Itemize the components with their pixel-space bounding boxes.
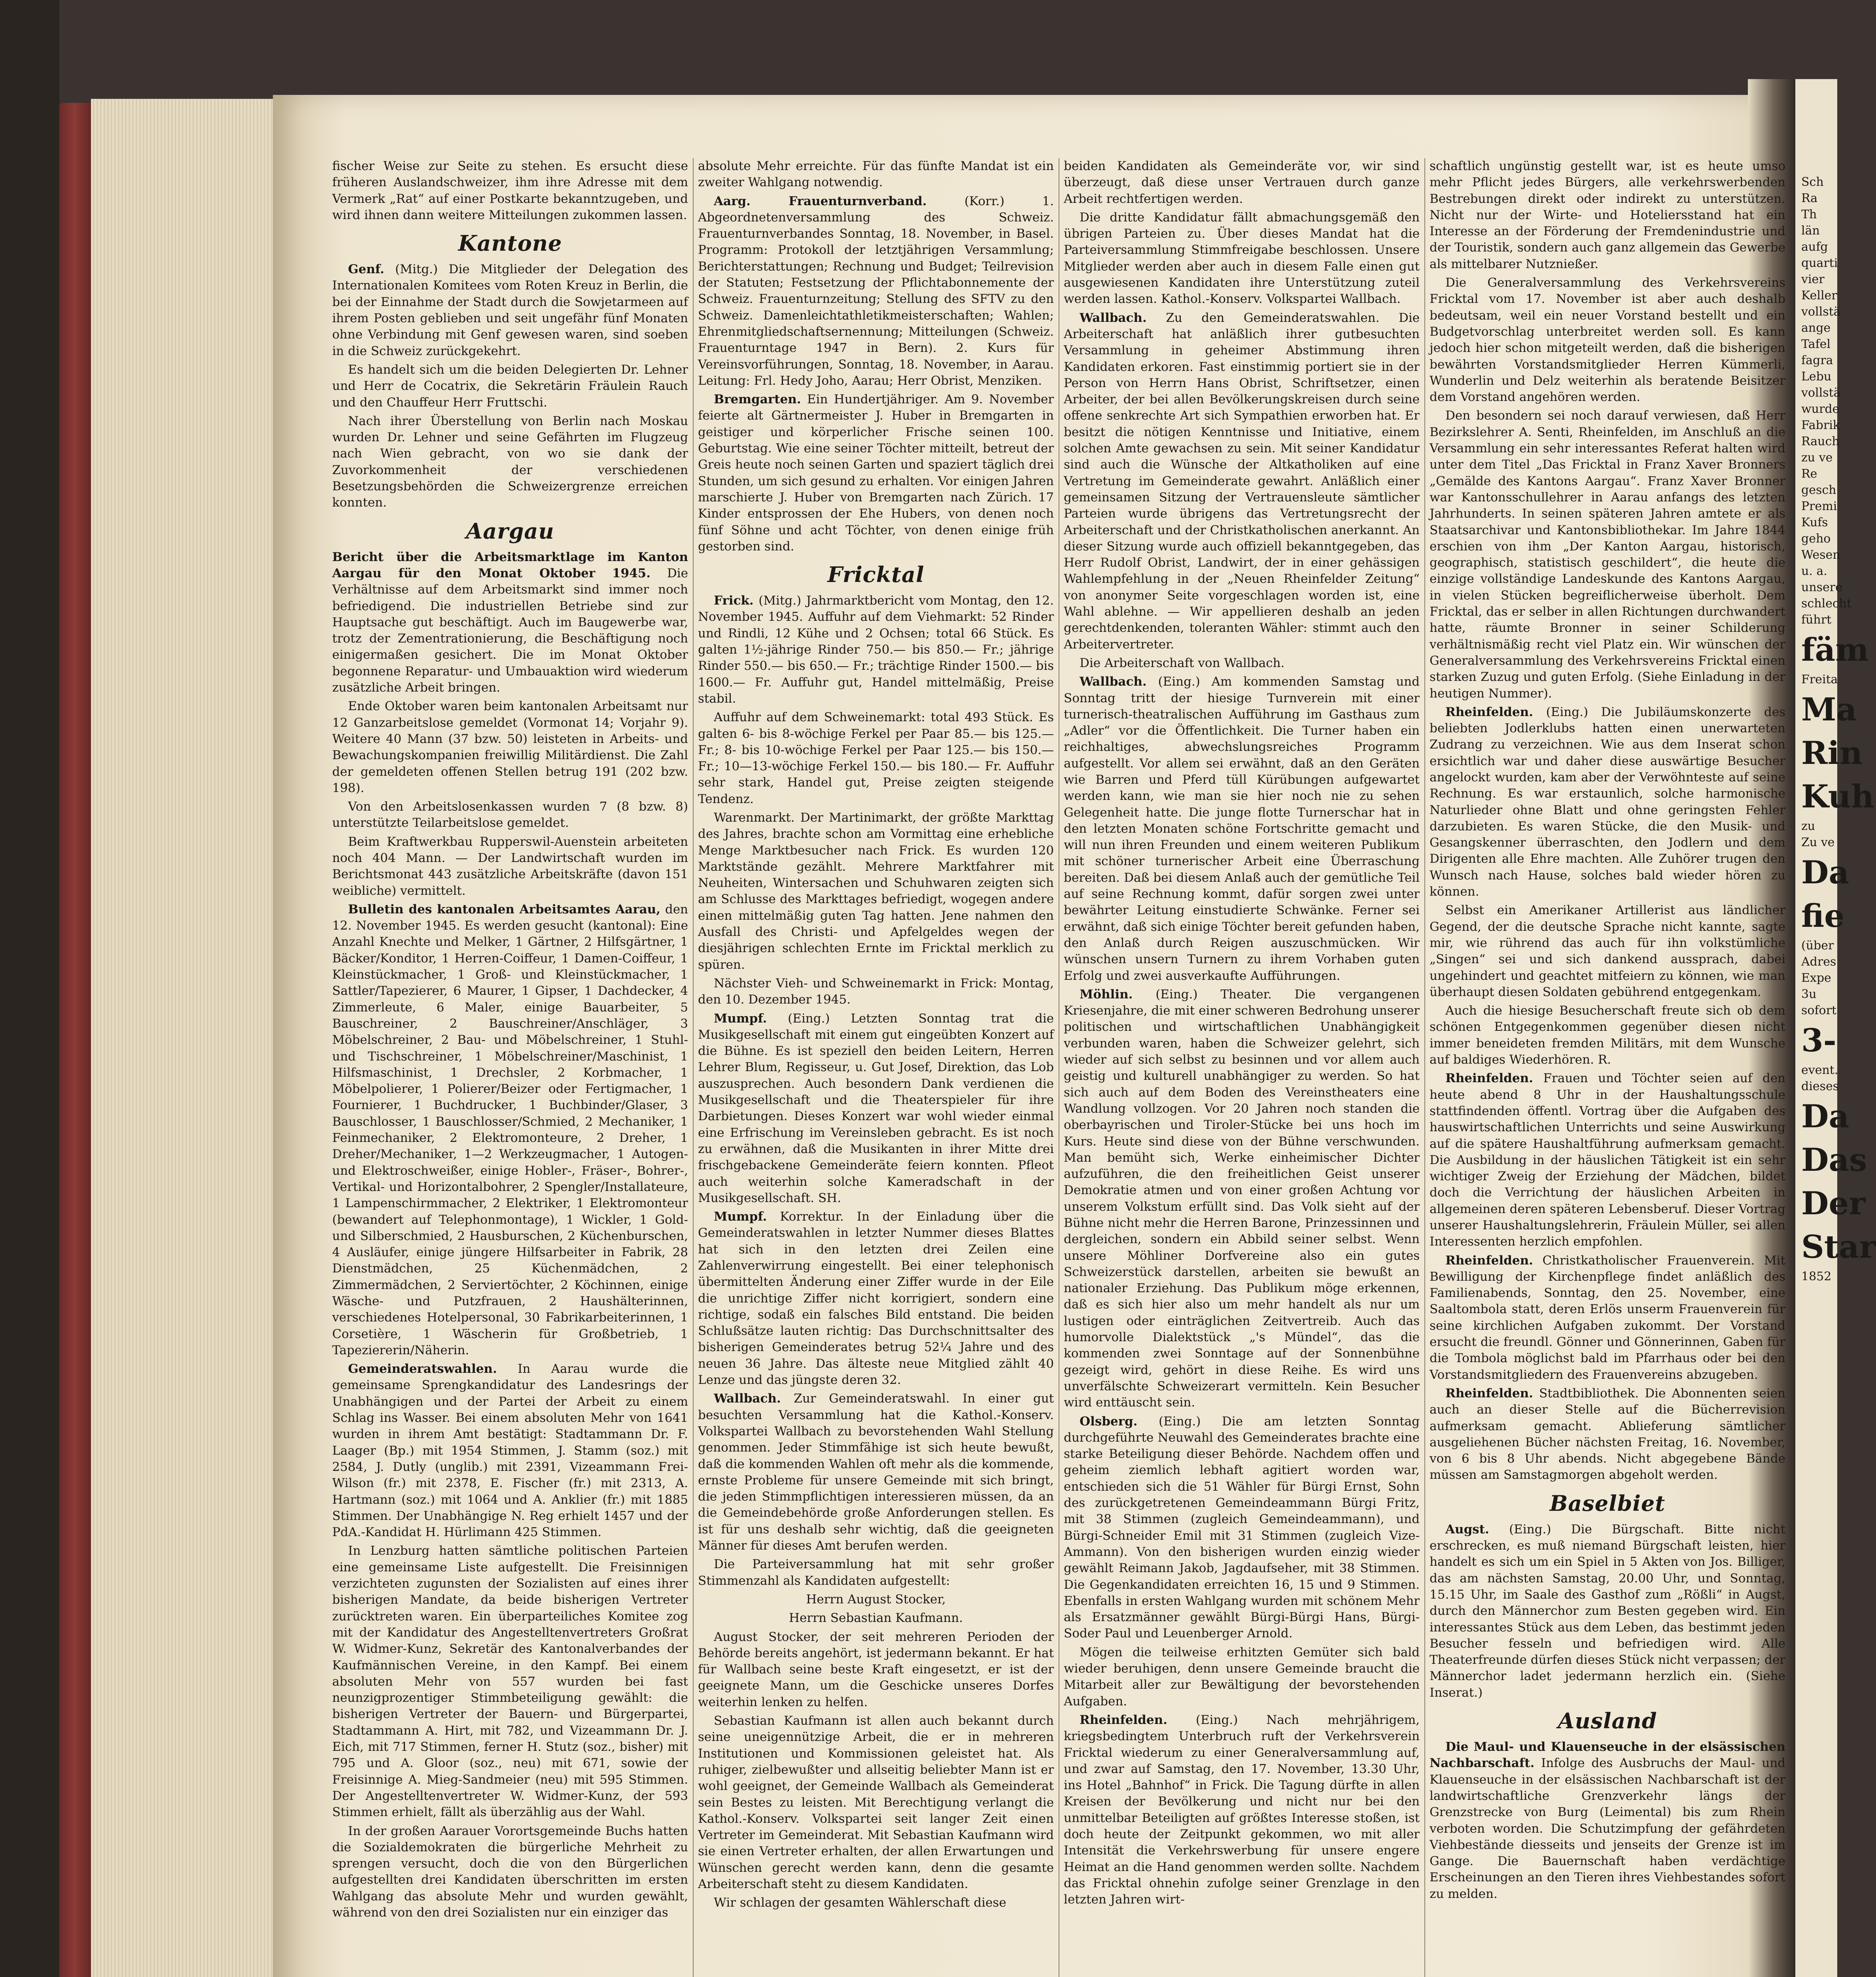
article-paragraph xyxy=(1064,1414,1420,1642)
article-paragraph xyxy=(332,158,688,223)
article-paragraph xyxy=(698,391,1054,555)
article-text: Wir schlagen der gesamten Wählerschaft diese xyxy=(714,1896,1006,1910)
article-text: Zur Gemeinderatswahl. In einer gut besuchten Versammlung hat die Kathol.-Konserv. Volkspartei Wallbach zu bevorstehenden Wahl Stellung genommen. Jeder Stimmfähige ist sich heute bewußt, daß die kommenden Wahlen oft mehr als die kommende, ernste Probleme für unsere Gemeinde mit sich bringt, die jeden Stimmpflichtigen interessieren müssen, da an die Gemeindebehörde große Anforderungen stellen. Es ist für uns deshalb sehr wichtig, daß die geeigneten Männer für dieses Amt berufen werden. xyxy=(698,1391,1054,1553)
article-paragraph xyxy=(1064,674,1420,984)
article-text: Die Parteiversammlung hat mit sehr großer Stimmenzahl als Kandidaten aufgestellt: xyxy=(698,1557,1054,1588)
article-paragraph xyxy=(1430,704,1785,900)
margin-fragment: aufg xyxy=(1801,240,1828,254)
article-paragraph xyxy=(698,1556,1054,1589)
margin-fragment: Re xyxy=(1801,467,1817,481)
article-text: In Lenzburg hatten sämtliche politischen Parteien eine gemeinsame Liste aufgestellt. Die Freisinnigen verzichteten zugunsten der Sozialisten auf eines ihrer bisherigen Mandate, da beide bisherigen Vertreter zurücktreten waren. Ein überparteiliches Komitee zog mit der Kandidatur des Angestelltenvertreters Großrat W. Widmer-Kunz, Sekretär des Kantonalverbandes der Kaufmännischen Vereine, in den Kampf. Bei einem absoluten Mehr von 557 wurden bei fast neunzigprozentiger Stimmbeteiligung gewählt: die bisherigen Vertreter der Bauern- und Bürgerpartei, Stadtammann A. Hirt, mit 782, und Vizeammann Dr. J. Eich, mit 717 Stimmen, ferner H. Stutz (soz., bisher) mit 795 und A. Gloor (soz., neu) mit 671, sowie der Freisinnige A. Mieg-Sandmeier (neu) mit 595 Stimmen. Der Angestelltenvertreter W. Widmer-Kunz, der 593 Stimmen erhielt, fällt als überzählig aus der Wahl. xyxy=(332,1544,688,1820)
margin-fragment: geho xyxy=(1801,532,1831,546)
article-lead: Rheinfelden. xyxy=(1445,1071,1533,1086)
article-paragraph xyxy=(1430,902,1785,1000)
margin-fragment: Der xyxy=(1801,1185,1866,1222)
article-paragraph xyxy=(698,1629,1054,1711)
article-text: Die dritte Kandidatur fällt abmachungsgemäß den übrigen Parteien zu. Über dieses Mandat hat die Parteiversammlung Stimmfreigabe beschlossen. Unsere Mitglieder werden aber auch in diesem Falle einen gut ausgewiesenen Kandidaten ihre Unterstützung zuteil werden lassen. Kathol.-Konserv. Volkspartei Wallbach. xyxy=(1064,210,1420,306)
article-paragraph xyxy=(1064,655,1420,671)
next-page-fragments xyxy=(1801,174,1876,1977)
margin-fragment: schlecht xyxy=(1801,597,1852,610)
margin-fragment: Sch xyxy=(1801,175,1824,189)
article-text: Herrn August Stocker, xyxy=(806,1592,946,1607)
margin-fragment: Tafel xyxy=(1801,337,1831,351)
article-paragraph xyxy=(332,799,688,832)
article-text: beiden Kandidaten als Gemeinderäte vor, wir sind überzeugt, daß diese unser Vertrauen durch ganze Arbeit rechtfertigen werden. xyxy=(1064,159,1420,206)
article-paragraph xyxy=(1064,310,1420,653)
article-lead: Rheinfelden. xyxy=(1445,705,1533,719)
article-text: (Eing.) Nach mehrjährigem, kriegsbedingtem Unterbruch ruft der Verkehrsverein Fricktal wiederum zu einer Generalversammlung auf, und zwar auf Samstag, den 17. November, 13.30 Uhr, ins Hotel „Bahnhof“ in Frick. Die Tagung dürfte in allen Kreisen der Bevölkerung und nicht nur bei den unmittelbar Beteiligten auf größtes Interesse stoßen, ist doch heute der Zeitpunkt gekommen, wo mit aller Intensität die Verkehrswerbung für unsere engere Heimat an die Hand genommen werden sollte. Nachdem das Fricktal ohnehin zufolge seiner Grenzlage in den letzten Jahren wirt- xyxy=(1064,1712,1420,1907)
margin-fragment: Ma xyxy=(1801,691,1857,728)
article-paragraph xyxy=(698,810,1054,973)
article-text: (Mitg.) Jahrmarktbericht vom Montag, den 12. November 1945. Auffuhr auf dem Viehmarkt: 52 Rinder und Rindli, 12 Kühe und 2 Ochsen; total 66 Stück. Es galten 1½-jährige Rinder 750.— bis 850.— Fr.; jährige Rinder 550.— bis 650.— Fr.; trächtige Rinder 1500.— bis 1600.— Fr. Auffuhr gut, Handel mittelmäßig, Preise stabil. xyxy=(698,593,1054,706)
article-text: absolute Mehr erreichte. Für das fünfte Mandat ist ein zweiter Wahlgang notwendig. xyxy=(698,159,1054,190)
margin-fragment: Kufs xyxy=(1801,516,1828,529)
margin-fragment: event. xyxy=(1801,1063,1838,1077)
margin-fragment: Premi xyxy=(1801,499,1837,513)
column-3 xyxy=(1064,158,1420,1977)
article-text: (Eing.) Letzten Sonntag trat die Musikgesellschaft mit einem gut eingeübten Konzert auf die Bühne. Es ist speziell den beiden Leitern, Herren Lehrer Blum, Regisseur, u. Gut Josef, Direktion, das Lob auszusprechen. Auch besondern Dank verdienen die Musikgesellschaft und die Theaterspieler für ihre Darbietungen. Dieses Konzert war wohl wieder einmal eine Erfrischung im Vereinsleben gebracht. Es ist noch zu erwähnen, daß die Musikanten in ihrer Mitte drei frischgebackene Gemeinderäte feiern konnten. Pfleot auch weiterhin solche Kameradschaft in der Musikgesellschaft. SH. xyxy=(698,1011,1054,1205)
article-text: (Eing.) Theater. Die vergangenen Kriesenjahre, die mit einer schweren Bedrohung unserer politischen und wirtschaftlichen Unabhängigkeit verbunden waren, haben die Schweizer gelehrt, sich wieder auf sich selbst zu besinnen und vor allem auch geistig und kulturell unabhängiger zu werden. So hat sich auch auf dem Boden des Vereinstheaters eine Wandlung vollzogen. Vor 20 Jahren noch standen die oberbayrischen und Tiroler-Stücke bei uns hoch im Kurs. Heute sind diese von der Bühne verschwunden. Man bemüht sich, Werke einheimischer Dichter aufzuführen, die den freiheitlichen Geist unserer Demokratie atmen und von einer großen Achtung vor unserem Volkstum erfüllt sind. Das Volk sieht auf der Bühne nicht mehr die Herren Barone, Prinzessinnen und dergleichen, sondern ein Abbild seiner selbst. Wenn unsere Möhliner Dorfvereine also ein gutes Schweizerstück darstellen, arbeiten sie bewußt an nationaler Erziehung. Das Publikum möge erkennen, daß es sich hier also um mehr handelt als nur um lustigen oder einträglichen Zeitvertreib. Auch das humorvolle Dialektstück „'s Mündel“, das die kommenden zwei Sonntage auf der Sonnenbühne gezeigt wird, gehört in diese Reihe. Es wird uns unverfälschte Schweizerart vermitteln. Kein Besucher wird enttäuscht sein. xyxy=(1064,987,1420,1410)
margin-fragment: vollstä xyxy=(1801,305,1841,319)
page-edges xyxy=(91,99,277,1977)
article-paragraph xyxy=(698,1011,1054,1207)
margin-fragment: wurde xyxy=(1801,402,1840,416)
article-text: (Eing.) Die Bürgschaft. Bitte nicht erschrecken, es muß niemand Bürgschaft leisten, hier handelt es sich um ein Spiel in 5 Akten von Jos. Billiger, das am nächsten Samstag, 20.00 Uhr, und Sonntag, 15.15 Uhr, im Saale des Gasthof zum „Rößli“ in Augst, durch den Männerchor zum Besten gegeben wird. Ein interessantes Stück aus dem Leben, das bestimmt jeden Besucher fesseln und befriedigen wird. Alle Theaterfreunde dürfen dieses Stück nicht verpassen; der Männerchor ladet jedermann herzlich ein. (Siehe Inserat.) xyxy=(1430,1522,1786,1700)
article-paragraph xyxy=(698,975,1054,1008)
article-lead: Frick. xyxy=(714,593,754,608)
article-paragraph xyxy=(1430,408,1785,701)
article-paragraph xyxy=(332,261,688,359)
margin-fragment: ange xyxy=(1801,321,1831,335)
article-text: Auch die hiesige Besucherschaft freute sich ob dem schönen Entgegenkommen gegenüber diesen nicht immer beneideten fremden Militärs, mit dem Wunsche auf baldiges Wiederhören. R. xyxy=(1430,1004,1785,1067)
article-paragraph xyxy=(1430,1253,1785,1383)
column-1 xyxy=(332,158,688,1977)
margin-fragment: führt xyxy=(1801,613,1832,627)
margin-fragment: Kuh xyxy=(1801,778,1874,815)
article-text: den 12. November 1945. Es werden gesucht (kantonal): Eine Anzahl Knechte und Melker, 1 Gärtner, 2 Hilfsgärtner, 1 Bäcker/Konditor, 1 Herren-Coiffeur, 1 Damen-Coiffeur, 1 Kleinstückmacher, 1 Groß- und Kleinstückmacher, 1 Sattler/Tapezierer, 6 Maurer, 1 Gipser, 1 Dachdecker, 4 Zimmerleute, 6 Maler, einige Bauarbeiter, 5 Bauschreiner, 2 Bauschreiner/Anschläger, 3 Möbelschreiner, 2 Bau- und Möbelschreiner, 1 Stuhl- und Tischschreiner, 1 Möbelschreiner/Maschinist, 1 Hilfsmaschinist, 1 Drechsler, 2 Korbmacher, 1 Möbelpolierer, 1 Polierer/Beizer oder Fertigmacher, 1 Fournierer, 1 Buchdrucker, 1 Buchbinder/Glaser, 3 Bauschlosser, 1 Bauschlosser/Schmied, 2 Mechaniker, 1 Feinmechaniker, 2 Elektromonteure, 2 Dreher, 1 Dreher/Mechaniker, 1—2 Werkzeugmacher, 1 Autogen- und Elektroschweißer, einige Hobler-, Fräser-, Bohrer-, Vertikal- und Horizontalbohrer, 2 Spengler/Installateure, 1 Lampenschirmmacher, 2 Elektriker, 1 Elektromonteur (bewandert auf Telephonmontage), 1 Wickler, 1 Gold- und Silberschmied, 2 Hausburschen, 2 Küchenburschen, 4 Ausläufer, einige jüngere Hilfsarbeiter in Fabrik, 28 Dienstmädchen, 25 Küchenmädchen, 2 Zimmermädchen, 2 Serviertöchter, 2 Köchinnen, einige Wäsche- und Putzfrauen, 2 Haushälterinnen, verschiedenes Hotelpersonal, 30 Fabrikarbeiterinnen, 1 Corsetière, 1 Wäscherin für Großbetrieb, 1 Tapeziererin/Näherin. xyxy=(332,902,688,1357)
section-heading: Fricktal xyxy=(827,562,925,588)
margin-fragment: 3- xyxy=(1801,1022,1836,1059)
article-text: Zu den Gemeinderatswahlen. Die Arbeiterschaft hat anläßlich ihrer gutbesuchten Versammlung in geheimer Abstimmung ihren Kandidaten erkoren. Fast einstimmig portiert sie in der Person von Herrn Hans Obrist, Schriftsetzer, einen Arbeiter, der bei allen Bevölkerungskreisen durch seine offene senkrechte Art sich Sympathien erworben hat. Er besitzt die nötigen Kenntnisse und Initiative, einem solchen Amte gewachsen zu sein. Mit seiner Kandidatur sind auch die Wünsche der Altkatholiken auf eine Vertretung im Gemeinderate gewahrt. Anläßlich einer gemeinsamen Sitzung der Vertrauensleute sämtlicher Parteien wurde übrigens das Vertretungsrecht der Arbeiterschaft und der Christkatholischen anerkannt. An dieser Sitzung wurde auch offiziell bekanntgegeben, das Herr Rudolf Obrist, Landwirt, der in einer gehässigen Wahlempfehlung in der „Neuen Rheinfelder Zeitung“ von anonymer Seite vorgeschlagen worden ist, eine Wahl ablehne. — Wir appellieren deshalb an jeden gerechtdenkenden, toleranten Wähler: stimmt auch den Arbeitervertreter. xyxy=(1064,310,1420,652)
article-lead: Rheinfelden. xyxy=(1080,1712,1167,1727)
article-text: fischer Weise zur Seite zu stehen. Es ersucht diese früheren Auslandschweizer, ihm ihre Adresse mit dem Vermerk „Rat“ auf einer Postkarte bekanntzugeben, und wird ihnen dann weitere Mitteilungen zukommen lassen. xyxy=(332,159,688,222)
article-paragraph xyxy=(698,1209,1054,1388)
margin-fragment: Freita xyxy=(1801,673,1838,686)
margin-fragment: Zu ve xyxy=(1801,835,1835,849)
article-text: Nächster Vieh- und Schweinemarkt in Frick: Montag, den 10. Dezember 1945. xyxy=(698,976,1054,1007)
article-text: Stadtbibliothek. Die Abonnenten seien auch an dieser Stelle auf die Bücherrevision aufmerksam gemacht. Ablieferung sämtlicher ausgeliehenen Bücher nächsten Freitag, 16. November, von 6 bis 8 Uhr abends. Nicht abgegebene Bände müssen am Samstagmorgen abgeholt werden. xyxy=(1430,1386,1785,1482)
margin-fragment: quarti xyxy=(1801,256,1838,270)
article-lead: Bremgarten. xyxy=(714,392,801,407)
margin-fragment: län xyxy=(1801,224,1820,238)
margin-fragment: Da xyxy=(1801,1098,1850,1135)
margin-fragment: unsere xyxy=(1801,580,1842,594)
article-text: Die Verhältnisse auf dem Arbeitsmarkt sind immer noch befriedigend. Die industriellen Betriebe sind zur Hauptsache gut beschäftigt. Auch im Baugewerbe war, trotz der Zementrationierung, die Beschäftigung noch einigermaßen gesichert. Die im Monat Oktober begonnene Reparatur- und Umbauaktion wird wiederum zusätzliche Arbeit bringen. xyxy=(332,566,688,695)
article-paragraph xyxy=(1430,275,1785,405)
article-lead: Mumpf. xyxy=(714,1011,767,1026)
article-text: Beim Kraftwerkbau Rupperswil-Auenstein arbeiteten noch 404 Mann. — Der Landwirtschaft wurden im Berichtsmonat 443 zusätzliche Arbeitskräfte (davon 151 weibliche) vermittelt. xyxy=(332,834,688,898)
margin-fragment: Keller xyxy=(1801,289,1837,302)
article-text: (Mitg.) Die Mitglieder der Delegation des Internationalen Komitees vom Roten Kreuz in Berlin, die bei der Einnahme der Stadt durch die Sowjetarmeen auf ihrem Posten geblieben und seit ungefähr fünf Monaten ohne Verbindung mit Genf gewesen waren, sind soeben in die Schweiz zurückgekehrt. xyxy=(332,262,688,358)
article-paragraph xyxy=(332,413,688,511)
article-lead: Rheinfelden. xyxy=(1445,1386,1533,1401)
article-lead: Mumpf. xyxy=(714,1210,767,1224)
article-text: Von den Arbeitslosenkassen wurden 7 (8 bzw. 8) unterstützte Teilarbeitslose gemeldet. xyxy=(332,799,688,830)
margin-fragment: 3u xyxy=(1801,987,1817,1001)
margin-fragment: Rauch xyxy=(1801,435,1840,448)
article-paragraph xyxy=(332,902,688,1359)
margin-fragment: Th xyxy=(1801,208,1817,221)
article-text: Ein Hundertjähriger. Am 9. November feierte alt Gärtnermeister J. Huber in Bremgarten in geistiger und körperlicher Frische seinen 100. Geburtstag. Wie eine seiner Töchter mitteilt, betreut der Greis heute noch seinen Garten und spaziert täglich drei Stunden, um sich gesund zu erhalten. Vor einigen Jahren marschierte J. Huber von Bremgarten nach Zürich. 17 Kinder entsprossen der Ehe Hubers, von denen noch fünf Söhne und acht Töchter, von denen einige früh gestorben sind. xyxy=(698,392,1054,554)
margin-fragment: Da xyxy=(1801,854,1850,891)
article-text: (Eing.) Die Jubiläumskonzerte des beliebten Jodlerklubs hatten einen unerwarteten Zudrang zu verzeichnen. Wie aus dem Inserat schon ersichtlich war und daher diese auswärtige Besucher angelockt wurden, kam aber der Verwöhnteste auf seine Rechnung. Es war erstaunlich, solche harmonische Naturlieder ohne Blatt und ohne geringsten Fehler darzubieten. Es waren Stücke, die den Musik- und Gesangskenner überraschten, den Jodlern und dem Dirigenten alle Ehre machten. Alle Zuhörer trugen den Wunsch nach Hause, solches bald wieder hören zu können. xyxy=(1430,705,1786,899)
article-paragraph xyxy=(332,549,688,696)
section-heading: Kantone xyxy=(458,231,562,256)
margin-fragment: u. a. xyxy=(1801,564,1827,578)
article-paragraph xyxy=(1430,1739,1785,1902)
margin-fragment: fagra xyxy=(1801,353,1833,367)
section-heading: Ausland xyxy=(1558,1708,1657,1734)
article-text: Mögen die teilweise erhitzten Gemüter sich bald wieder beruhigen, denn unsere Gemeinde braucht die Mitarbeit aller zur Bewältigung der bevorstehenden Aufgaben. xyxy=(1064,1645,1420,1709)
article-text: Selbst ein Amerikaner Artillerist aus ländlicher Gegend, der die deutsche Sprache nicht kannte, sagte mir, wie rührend das auch für ihn volkstümliche „Singen“ sei und sich dankend aussprach, dabei ungehindert und geachtet mitfeiern zu können, wie man überhaupt diesen Soldaten gebührend entgegenkam. xyxy=(1430,903,1785,999)
section-heading: Aargau xyxy=(466,518,554,544)
margin-fragment: Ra xyxy=(1801,191,1818,205)
article-paragraph xyxy=(1064,1644,1420,1710)
article-text: schaftlich ungünstig gestellt war, ist es heute umso mehr Pflicht jedes Bürgers, alle verkehrswerbenden Bestrebungen direkt oder indirekt zu unterstützen. Nicht nur der Wirte- und Hoteliersstand hat ein Interesse an der Förderung der Fremdenindustrie und der Touristik, sondern auch ganz allgemein das Gewerbe als mittelbarer Nutznießer. xyxy=(1430,159,1785,271)
article-paragraph xyxy=(698,1391,1054,1554)
article-lead: Olsberg. xyxy=(1080,1414,1138,1429)
article-text: Es handelt sich um die beiden Delegierten Dr. Lehner und Herr de Cocatrix, die Sekretärin Fräulein Rauch und den Chauffeur Herr Fruttschi. xyxy=(332,362,688,410)
book-spine-shadow xyxy=(0,0,59,1977)
margin-fragment: Wesen xyxy=(1801,548,1840,562)
article-text: Die Generalversammlung des Verkehrsvereins Fricktal vom 17. November ist aber auch deshalb bedeutsam, weil ein neuer Vorstand bestellt und ein Budgetvorschlag unterbreitet werden soll. Es kann jedoch hier schon mitgeteilt werden, daß die bisherigen bewährten Vorstandsmitglieder Herren Kümmerli, Wunderlin und Delz weiterhin als beratende Beisitzer dem Vorstand angehören werden. xyxy=(1430,276,1785,404)
article-paragraph xyxy=(1430,158,1785,272)
column-divider xyxy=(693,158,694,1977)
article-paragraph xyxy=(332,1543,688,1820)
article-lead: Wallbach. xyxy=(1080,675,1147,689)
article-text: Infolge des Ausbruchs der Maul- und Klauenseuche in der elsässischen Nachbarschaft ist der landwirtschaftliche Grenzverkehr längs der Grenzstrecke von Burg (Leimental) bis zum Rhein verboten worden. Die Schutzimpfung der gefährdeten Viehbestände diesseits und jenseits der Grenze ist im Gange. Die Bauernschaft haben verdächtige Erscheinungen an den Tieren ihres Viehbestandes sofort zu melden. xyxy=(1430,1756,1786,1901)
article-paragraph xyxy=(1064,987,1420,1411)
article-lead: Die Maul- und Klauenseuche in der elsässischen Nachbarschaft. xyxy=(1430,1740,1785,1771)
article-paragraph xyxy=(698,1713,1054,1892)
column-divider xyxy=(1424,158,1425,1977)
margin-fragment: zu xyxy=(1801,819,1815,833)
margin-fragment: Star xyxy=(1801,1228,1876,1265)
article-paragraph xyxy=(698,158,1054,191)
margin-fragment: 1852 xyxy=(1801,1270,1832,1283)
article-paragraph xyxy=(698,593,1054,707)
margin-fragment: Adres xyxy=(1801,955,1836,969)
column-4 xyxy=(1430,158,1785,1977)
article-paragraph xyxy=(332,362,688,411)
margin-fragment: Expe xyxy=(1801,971,1831,985)
article-paragraph xyxy=(332,1823,688,1921)
article-lead: Genf. xyxy=(348,262,384,277)
article-paragraph xyxy=(1430,1003,1785,1068)
article-lead: Gemeinderatswahlen. xyxy=(348,1362,497,1376)
article-text: In der großen Aarauer Vorortsgemeinde Buchs hatten die Sozialdemokraten die bürgerliche Mehrheit zu sprengen versucht, doch die von den Bürgerlichen aufgestellten drei Kandidaten überschritten im ersten Wahlgang das absolute Mehr und wurden gewählt, während von den drei Sozialisten nur ein einziger das xyxy=(332,1824,688,1920)
margin-fragment: Rin xyxy=(1801,734,1863,771)
article-text: Sebastian Kaufmann ist allen auch bekannt durch seine uneigennützige Arbeit, die er in mehreren Institutionen und Kommissionen geleistet hat. Als ruhiger, zielbewußter und allseitig beliebter Mann ist er wohl geeignet, der Gemeinde Wallbach als Gemeinderat sein Bestes zu leisten. Mit Berechtigung verlangt die Kathol.-Konserv. Volkspartei seit langer Zeit einen Vertreter im Gemeinderat. Mit Sebastian Kaufmann wird sie einen Vertreter erhalten, der allen Erwartungen und Wünschen gerecht werden kann, denn die gesamte Arbeiterschaft steht zu diesem Kandidaten. xyxy=(698,1714,1054,1891)
margin-fragment: fäm xyxy=(1801,631,1869,668)
section-heading: Baselbiet xyxy=(1549,1490,1666,1516)
article-text: Den besondern sei noch darauf verwiesen, daß Herr Bezirkslehrer A. Senti, Rheinfelden, im Anschluß an die Versammlung ein sehr interessantes Referat halten wird unter dem Titel „Das Fricktal in Franz Xaver Bronners „Gemälde des Kantons Aargau“. Franz Xaver Bronner war Kantonsschullehrer in Aarau anfangs des letzten Jahrhunderts. In seinen späteren Jahren amtete er als Staatsarchivar und Kantonsbibliothekar. Im Jahre 1844 erschien von ihm „Der Kanton Aargau, historisch, geographisch, statistisch geschildert“, die heute die einzige vollständige Landeskunde des Kantons Aargau, in vielen Stücken begreiflicherweise überholt. Dem Fricktal, das er selber in allen Richtungen durchwandert hatte, räumte Bronner in seiner Schilderung verhältnismäßig recht viel Platz ein. Wir wünschen der Generalversammlung des Verkehrsvereins Fricktal einen starken Zuzug und guten Erfolg. (Siehe Einladung in der heutigen Nummer). xyxy=(1430,408,1785,701)
article-text: Ende Oktober waren beim kantonalen Arbeitsamt nur 12 Ganzarbeitslose gemeldet (Vormonat 14; Vorjahr 9). Weitere 40 Mann (37 bzw. 50) leisteten in Arbeits- und Bewachungskompanien freiwillig Militärdienst. Die Zahl der gemeldeten offenen Stellen betrug 191 (202 bzw. 198). xyxy=(332,699,688,795)
margin-fragment: Lebu xyxy=(1801,370,1832,384)
margin-fragment: vier xyxy=(1801,272,1825,286)
margin-fragment: vollstä xyxy=(1801,386,1841,400)
margin-fragment: gesch xyxy=(1801,483,1836,497)
article-text: Die Arbeiterschaft von Wallbach. xyxy=(1080,656,1285,670)
margin-fragment: (über xyxy=(1801,939,1834,953)
candidate-line xyxy=(698,1610,1054,1626)
article-text: (Eing.) Am kommenden Samstag und Sonntag tritt der hiesige Turnverein mit einer turnerisch-theatralischen Aufführung im Gasthaus zum „Adler“ vor die Öffentlichkeit. Die Turner haben ein reichhaltiges, abwechslungsreiches Programm aufgestellt. Vor allem sei erwähnt, daß an den Geräten wie Barren und Pferd tüll Kürübungen aufgewartet werden kann, wie man sie hier noch nie zu sehen Gelegenheit hatte. Die junge flotte Turnerschar hat in den letzten Monaten schöne Fortschritte gemacht und will nun ihren Freunden und einem weiteren Publikum mit schöner turnerischer Arbeit eine Überraschung bereiten. Daß bei diesem Anlaß auch der gemütliche Teil auf seine Rechnung kommt, dafür sorgen zwei unter bewährter Leitung einstudierte Schwänke. Ferner sei erwähnt, daß sich einige Töchter bereit gefunden haben, den Anlaß durch Reigen auszuschmücken. Wir wünschen unsern Turnern zu ihrem Vorhaben guten Erfolg und zwei ausverkaufte Aufführungen. xyxy=(1064,675,1420,983)
article-lead: Rheinfelden. xyxy=(1445,1253,1533,1268)
margin-fragment: zu ve xyxy=(1801,451,1833,465)
article-paragraph xyxy=(1430,1521,1785,1701)
article-paragraph xyxy=(1064,1712,1420,1908)
margin-fragment: dieses xyxy=(1801,1079,1839,1093)
article-text: (Eing.) Die am letzten Sonntag durchgeführte Neuwahl des Gemeinderates brachte eine starke Beteiligung dieser Behörde. Nachdem offen und geheim ziemlich lebhaft agitiert worden war, entschieden sich die 51 Wähler für Bürgi Ernst, Sohn des zurückgetretenen Gemeindeammann Bürgi Fritz, mit 38 Stimmen (zugleich Gemeindeammann), und Bürgi-Schneider Emil mit 31 Stimmen (zugleich Vize-Ammann). Von den bisherigen wurden einzig wieder gewählt Reimann Jakob, Jagdaufseher, mit 38 Stimmen. Die Gegenkandidaten erreichten 16, 15 und 9 Stimmen. Ebenfalls in ersten Wahlgang wurden mit schönem Mehr als Ersatzmänner gewählt Bürgi-Bürgi Hans, Bürgi-Soder Paul und Leuenberger Arnold. xyxy=(1064,1414,1420,1641)
article-text: Warenmarkt. Der Martinimarkt, der größte Markttag des Jahres, brachte schon am Vormittag eine erhebliche Menge Marktbesucher nach Frick. Es wurden 120 Marktstände gezählt. Mehrere Marktfahrer mit Neuheiten, Wintersachen und Schuhwaren zeigten sich am Schlusse des Markttages befriedigt, wogegen andere einen mittelmäßig guten Tag hatten. Jene nahmen den Ausfall des Christi- und Apfelgeldes wegen der diesjährigen schlechten Ernte im Fricktal merklich zu spüren. xyxy=(698,810,1054,972)
article-paragraph xyxy=(1064,210,1420,308)
article-lead: Aarg. Frauenturnverband. xyxy=(714,194,927,208)
article-paragraph xyxy=(698,193,1054,389)
margin-fragment: Das xyxy=(1801,1141,1867,1178)
article-text: (Korr.) 1. Abgeordnetenversammlung des Schweiz. Frauenturnverbandes Sonntag, 18. November, in Basel. Programm: Protokoll der letztjährigen Versammlung; Berichterstattungen; Rechnung und Budget; Teilrevision der Statuten; Festsetzung der Pflichtabonnemente der Schweiz. Frauenturnzeitung; Stellung des SFTV zu den Schweiz. Damenleichtathletikmeisterschaften; Wahlen; Ehrenmitgliedschaftsernennung; Mitteilungen (Schweiz. Frauenturntage 1947 in Bern). 2. Kurs für Vereinsvorführungen, Sonntag, 18. November, in Aarau. Leitung: Frl. Hedy Joho, Aarau; Herr Obrist, Menziken. xyxy=(698,194,1054,388)
margin-fragment: Fabrik xyxy=(1801,418,1840,432)
article-paragraph xyxy=(332,698,688,796)
article-paragraph xyxy=(1064,158,1420,207)
candidate-line xyxy=(698,1591,1054,1608)
article-paragraph xyxy=(698,709,1054,807)
article-text: Nach ihrer Überstellung von Berlin nach Moskau wurden Dr. Lehner und seine Gefährten im Flugzeug nach Wien gebracht, von wo sie dank der Zuvorkommenheit der verschiedenen Besetzungsbehörden die Schweizergrenze erreichen konnten. xyxy=(332,414,688,510)
margin-fragment: fie xyxy=(1801,897,1845,934)
article-text: Auffuhr auf dem Schweinemarkt: total 493 Stück. Es galten 6- bis 8-wöchige Ferkel per Paar 85.— bis 125.— Fr.; 8- bis 10-wöchige Ferkel per Paar 125.— bis 150.— Fr.; 10—13-wöchige Ferkel 150.— bis 180.— Fr. Auffuhr sehr stark, Handel gut, Preise zeigten steigende Tendenz. xyxy=(698,710,1054,806)
column-2 xyxy=(698,158,1054,1977)
article-lead: Bericht über die Arbeitsmarktlage im Kanton Aargau für den Monat Oktober 1945. xyxy=(332,550,688,580)
article-paragraph xyxy=(1430,1385,1785,1484)
article-lead: Wallbach. xyxy=(1080,310,1147,325)
margin-fragment: sofort xyxy=(1801,1004,1837,1017)
article-text: Korrektur. In der Einladung über die Gemeinderatswahlen in letzter Nummer dieses Blattes hat sich in den letzten drei Zeilen eine Zahlenverwirrung eingestellt. Bei einer telephonisch übermittelten Änderung einer Ziffer wurde in der Eile die unrichtige Ziffer nicht korrigiert, sondern eine richtige, sodaß ein falsches Bild entstand. Die beiden Schlußsätze lauten richtig: Das Durchschnittsalter des bisherigen Gemeinderates betrug 52¼ Jahre und des neuen 36 Jahre. Das älteste neue Mitglied zählt 40 Lenze und das jüngste deren 32. xyxy=(698,1210,1054,1387)
article-text: Herrn Sebastian Kaufmann. xyxy=(789,1611,963,1625)
article-paragraph xyxy=(1430,1070,1785,1250)
article-text: In Aarau wurde die gemeinsame Sprengkandidatur des Landesrings der Unabhängigen und der Partei der Arbeit zu einem Schlag ins Wasser. Bei einem absoluten Mehr von 1641 wurden in ihrem Amt bestätigt: Stadtammann Dr. F. Laager (Bp.) mit 1954 Stimmen, J. Stamm (soz.) mit 2584, J. Dutly (unglib.) mit 2391, Vizeammann Frei-Wilson (fr.) mit 2378, E. Fischer (fr.) mit 2313, A. Hartmann (soz.) mit 1064 und A. Anklier (fr.) mit 1885 Stimmen. Der Unabhängige N. Reg erhielt 1457 und der PdA.-Kandidat H. Hürlimann 425 Stimmen. xyxy=(332,1362,688,1540)
article-paragraph xyxy=(332,1361,688,1540)
article-lead: Bulletin des kantonalen Arbeitsamtes Aarau, xyxy=(348,902,660,917)
article-text: August Stocker, der seit mehreren Perioden der Behörde bereits angehört, ist jedermann bekannt. Er hat für Wallbach seine beste Kraft eingesetzt, er ist der geeignete Mann, um die Geschicke unseres Dorfes weiterhin lenken zu helfen. xyxy=(698,1629,1054,1709)
article-paragraph xyxy=(698,1895,1054,1911)
article-lead: Wallbach. xyxy=(714,1391,781,1406)
article-lead: Augst. xyxy=(1445,1522,1489,1537)
article-lead: Möhlin. xyxy=(1080,987,1133,1002)
article-paragraph xyxy=(332,834,688,899)
article-text: Christkatholischer Frauenverein. Mit Bewilligung der Kirchenpflege findet anläßlich des Familienabends, Sonntag, den 25. November, eine Saaltombola statt, deren Erlös unserm Frauenverein für seine kirchlichen Aufgaben zukommt. Der Vorstand ersucht die freundl. Gönner und Gönnerinnen, Gaben für die Tombola möglichst bald im Pfarrhaus oder bei den Vorstandsmitgliedern des Frauenvereins abzugeben. xyxy=(1430,1253,1785,1382)
article-text: Frauen und Töchter seien auf den heute abend 8 Uhr in der Haushaltungsschule stattfindenden öffentl. Vortrag über die Aufgaben des hauswirtschaftlichen Unterrichts und seine Auswirkung auf die spätere Haushaltführung aufmerksam gemacht. Die Ausbildung in der häuslichen Tätigkeit ist ein sehr wichtiger Zweig der Erziehung der Mädchen, bildet doch die Verrichtung der häuslichen Arbeiten in allgemeinen deren späteren Lebensberuf. Dieser Vortrag unserer Haushaltungslehrerin, Fräulein Müller, sei allen Interessenten herzlich empfohlen. xyxy=(1430,1071,1786,1249)
